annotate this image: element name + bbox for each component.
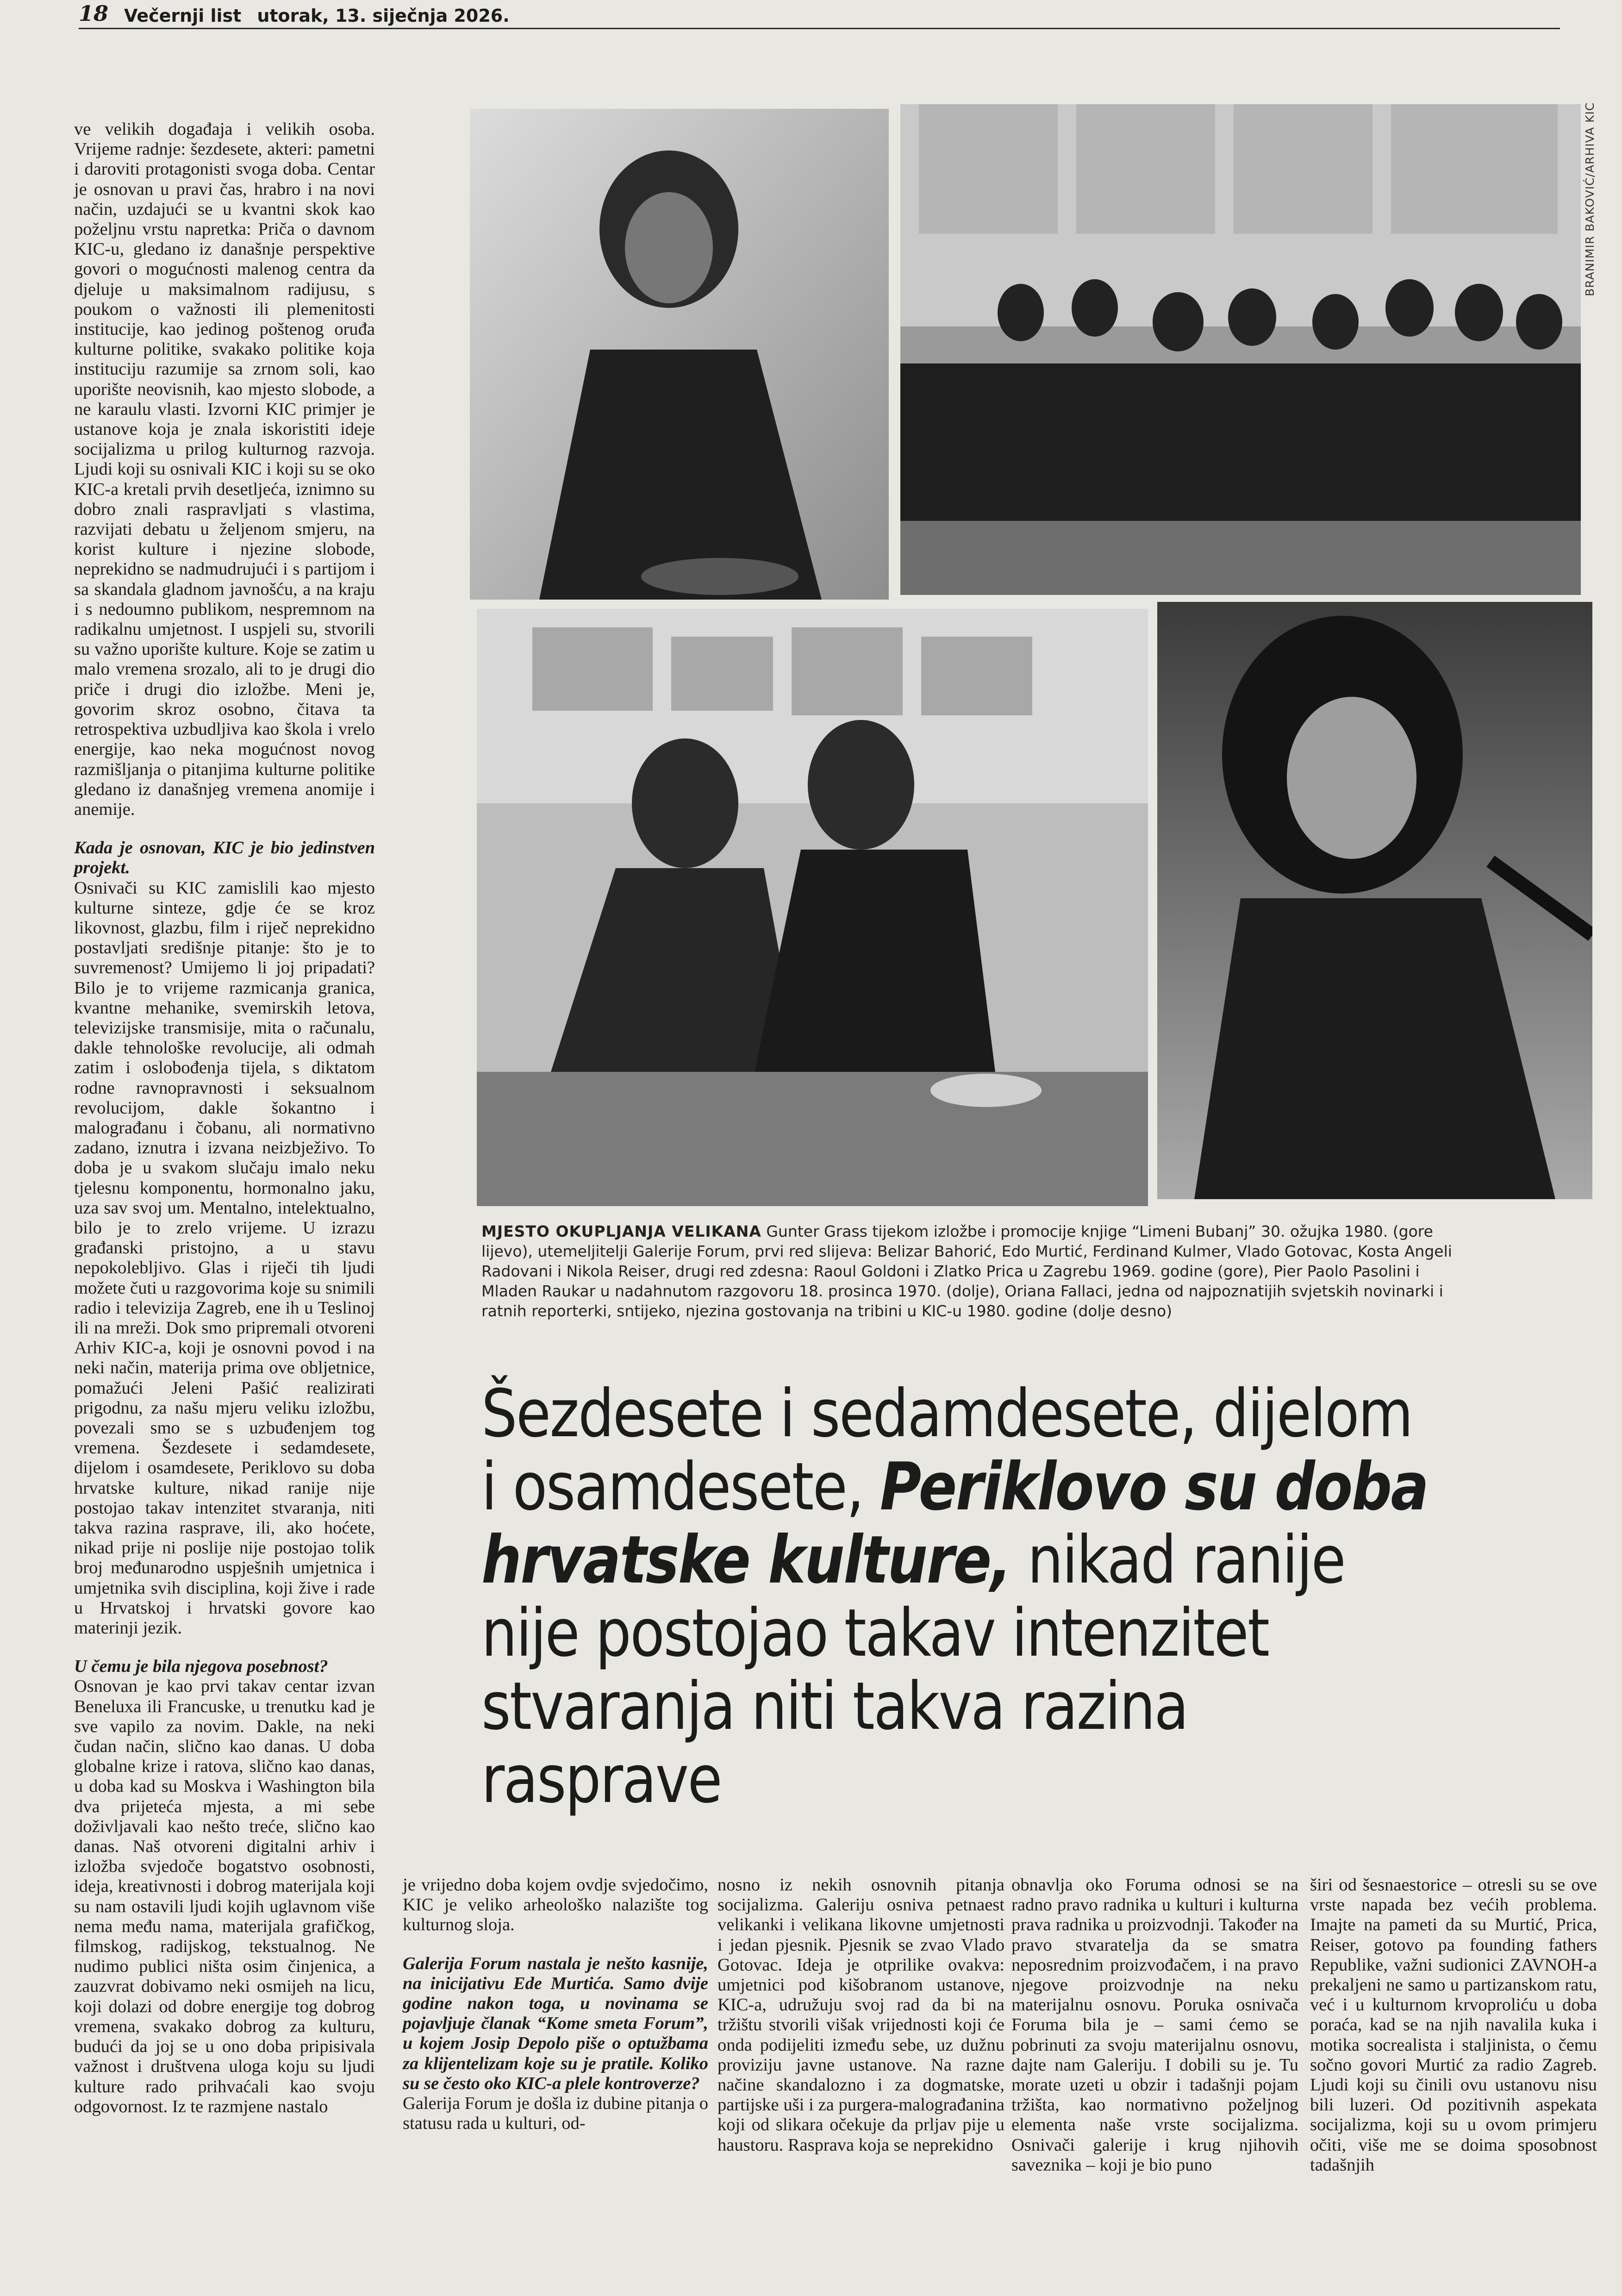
photo-credit: BRANIMIR BAKOVIĆ/ARHIVA KIC [1583,102,1597,296]
issue-date: utorak, 13. siječnja 2026. [257,6,510,26]
caption-lead: MJESTO OKUPLJANJA VELIKANA [481,1222,761,1240]
photo-gunter-grass [470,109,889,600]
article-paragraph: Galerija Forum je došla iz dubine pitanja o statusu rada u kulturi, od- [403,2094,708,2133]
article-paragraph: je vrijedno doba kojem ovdje svjedočimo, KIC je veliko arheološko nalazište tog kulturnog sloja. [403,1875,708,1935]
interview-question: U čemu je bila njegova posebnost? [74,1657,328,1677]
article-paragraph: Osnovan je kao prvi takav centar izvan Beneluxa ili Francuske, u trenutku kad je sve vapilo za novim. Dakle, na neki čudan način, slično kao danas. U doba globalne krize i ratova, slično kao danas, u doba kad su Moskva i Washington bila dva prijeteća mjesta, a mi sebe doživljavali kao nešto treće, slično kao danas. Naš otvoreni digitalni arhiv i izložba svjedoče bogatstvo osobnosti, ideja, kreativnosti i dobrog materijala koji su nam ostavili ljudi kojih uglavnom više nema među nama, materijala grafičkog, filmskog, radijskog, tekstualnog. Ne nudimo publici ništa osim činjenica, a zauzvrat dobivamo neki osmijeh na licu, koji dolazi od dobre energije tog dobrog vremena, svakako dobrog za kulturu, budući da joj se u ono doba pripisivala važnost i društvena uloga koju su ljudi kulture rado prihvaćali kao svoju odgovornost. Iz te razmjene nastalo [74,1677,375,2116]
photo-pasolini-raukar [477,609,1148,1206]
article-paragraph: ve velikih događaja i velikih osoba. Vrijeme radnje: šezdesete, akteri: pametni i daroviti protagonisti svoga doba. Centar je osnovan u pravi čas, hrabro i na novi način, uzdajući se u kvantni skok kao poželjnu vrstu napretka: Priča o davnom KIC-u, gledano iz današnje perspektive govori o mogućnosti malenog centra da djeluje u maksimalnom radijusu, s poukom o važnosti ili plemenitosti institucije, kao jedinog poštenog oruđa kulturne politike, svakako politike koja instituciju razumije sa zrnom soli, kao uporište neovisnih, kao mjesto slobode, a ne karaulu vlasti. Izvorni KIC primjer je ustanove koja je znala iskoristiti ideje socijalizma u prilog kulturnog razvoja. Ljudi koji su osnivali KIC i koji su se oko KIC-a kretali prvih desetljeća, iznimno su dobro znali raspravljati s vlastima, razvijati debatu u željenom smjeru, na korist kulture i njezine slobode, neprekidno se nadmudrujući i s partijom i sa skandala gladnom javnošću, a na kraju i s nedoumno publikom, nespremnom na radikalnu umjetnost. I uspjeli su, stvorili su važno uporište kulture. Koje se zatim u malo vremena srozalo, ali to je drugi dio priče i drugi dio izložbe. Meni je, govorim skroz osobno, čitava ta retrospektiva uzbudljiva kao škola i vrelo energije, kao neka mogućnost novog razmišljanja o pitanjima kulturne politike gledano iz današnjeg vremena anomije i anemije. [74,119,375,819]
headline-bold: Periklovo su doba hrvatske kulture, [481,1449,1428,1598]
article-column-4 [1011,1875,1298,2175]
interview-question: Kada je osnovan, KIC je bio jedinstven projekt. [74,838,375,878]
pull-quote-headline [481,1377,1437,1816]
photo-forum-founders [900,104,1581,595]
article-column-3 [717,1875,1004,2155]
article-paragraph: obnavlja oko Foruma odnosi se na radno pravo radnika u kulturi i kulturna prava radnika u proizvodnji. Također na pravo stvaratelja da se smatra neposrednim proizvođačem, i na pravo njegove proizvodnje na neku materijalnu osnovu. Poruka osnivača Foruma bila je – sami ćemo se pobrinuti za svoju materijalnu osnovu, dajte nam Galeriju. I dobili su je. Tu morate uzeti u obzir i tadašnji pojam tržišta, kao normativno poželjnog elementa naše vrste socijalizma. Osnivači galerije i krug njihovih saveznika – koji je bio puno [1011,1875,1298,2175]
article-column-2 [403,1875,708,2133]
photo-oriana-fallaci [1157,602,1592,1199]
page-number: 18 [79,1,109,26]
headline-part-2: nikad ranije nije postojao takav intenzitet stvaranja niti takva razina rasprave [481,1522,1345,1818]
page-header [79,0,1560,29]
publication-name: Večernji list [124,6,242,26]
photo-caption [481,1221,1463,1321]
headline-part-1: Šezdesete i sedamdesete, dijelom i osamdesete, [481,1376,1412,1525]
caption-text: Gunter Grass tijekom izložbe i promocije knjige “Limeni Bubanj” 30. ožujka 1980. (gore lijevo), utemeljitelji Galerije Forum, prvi red slijeva: Belizar Bahorić, Edo Murtić, Ferdinand Kulmer, Vlado Gotovac, Kosta Angeli Radovani i Nikola Reiser, drugi red zdesna: Raoul Goldoni i Zlatko Prica u Zagrebu 1969. godine (gore), Pier Paolo Pasolini i Mladen Raukar u nadahnutom razgovoru 18. prosinca 1970. (dolje), Oriana Fallaci, jedna od najpoznatijih svjetskih novinarki i ratnih reporterki, sntijeko, njezina gostovanja na tribini u KIC-u 1980. godine (dolje desno) [481,1222,1452,1320]
article-column-1 [74,119,375,2117]
article-column-5 [1310,1875,1597,2175]
article-paragraph: Osnivači su KIC zamislili kao mjesto kulturne sinteze, gdje će se kroz likovnost, glazbu, film i riječ neprekidno postavljati središnje pitanje: što je to suvremenost? Umijemo li joj pripadati? Bilo je to vrijeme razmicanja granica, kvantne mehanike, svemirskih letova, televizijske transmisije, mita o računalu, dakle tehnološke revolucije, ali odmah zatim i oslobođenja tijela, s diktatom rodne ravnopravnosti i seksualnom revolucijom, dakle šokantno i malograđanu i čobanu, ali normativno zadano, iznutra i izvana neizbježivo. To doba je u svakom slučaju imalo neku tjelesnu komponentu, hormonalno jaku, uza sav svoj um. Mentalno, intelektualno, bilo je to zrelo vrijeme. U izrazu građanski pristojno, a u stavu nepokolebljivo. Glas i riječi tih ljudi možete čuti u razgovorima koje su snimili radio i televizija Zagreb, ene ih u Teslinoj ili na mreži. Dok smo pripremali otvoreni Arhiv KIC-a, koji je osnovni povod i na neki način, materija prima ove obljetnice, pomažući Jeleni Pašić realizirati prigodnu, za našu mjeru veliku izložbu, povezali smo se s uzbuđenjem tog vremena. Šezdesete i sedamdesete, dijelom i osamdesete, Periklovo su doba hrvatske kulture, nikad ranije nije postojao takav intenzitet stvaranja, niti takva razina rasprave, ili, ako hoćete, nikad prije ni poslije nije postojao tolik broj međunarodno uspješnih umjetnica i umjetnika svih disciplina, koji žive i rade u Hrvatskoj i hrvatski govore kao materinji jezik. [74,878,375,1638]
interview-question: Galerija Forum nastala je nešto kasnije, na inicijativu Ede Murtića. Samo dvije godine nakon toga, u novinama se pojavljuje članak “Kome smeta Forum”, u kojem Josip Depolo piše o optužbama za klijentelizam koje su je pratile. Koliko su se često oko KIC-a plele kontroverze? [403,1953,708,2093]
article-paragraph: nosno iz nekih osnovnih pitanja socijalizma. Galeriju osniva petnaest velikanki i velikana likovne umjetnosti i jedan pjesnik. Pjesnik se zvao Vlado Gotovac. Ideja je otprilike ovakva: umjetnici pod kišobranom ustanove, KIC-a, udružuju svoj rad da bi na tržištu stvorili višak vrijednosti koji će onda podijeliti između sebe, uz dužnu proviziju javne ustanove. Na razne načine skandalozno i za dogmatske, partijske uši i za purgera-malograđanina koji od slikara očekuje da prljav pije u haustoru. Rasprava koja se neprekidno [717,1875,1004,2155]
article-paragraph: širi od šesnaestorice – otresli su se ove vrste napada bez većih problema. Imajte na pameti da su Murtić, Prica, Reiser, gotovo pa founding fathers Republike, važni sudionici ZAVNOH-a prekaljeni ne samo u partizanskom ratu, već i u kulturnom krvoproliću u doba poraća, kad se na njih navalila kuka i motika socrealista i staljinista, o čemu sočno govori Murtić za radio Zagreb. Ljudi koji su činili ovu ustanovu nisu bili luzeri. Od pozitivnih aspekata socijalizma, koji su u ovom primjeru očiti, više me se doima sposobnost tadašnjih [1310,1875,1597,2175]
